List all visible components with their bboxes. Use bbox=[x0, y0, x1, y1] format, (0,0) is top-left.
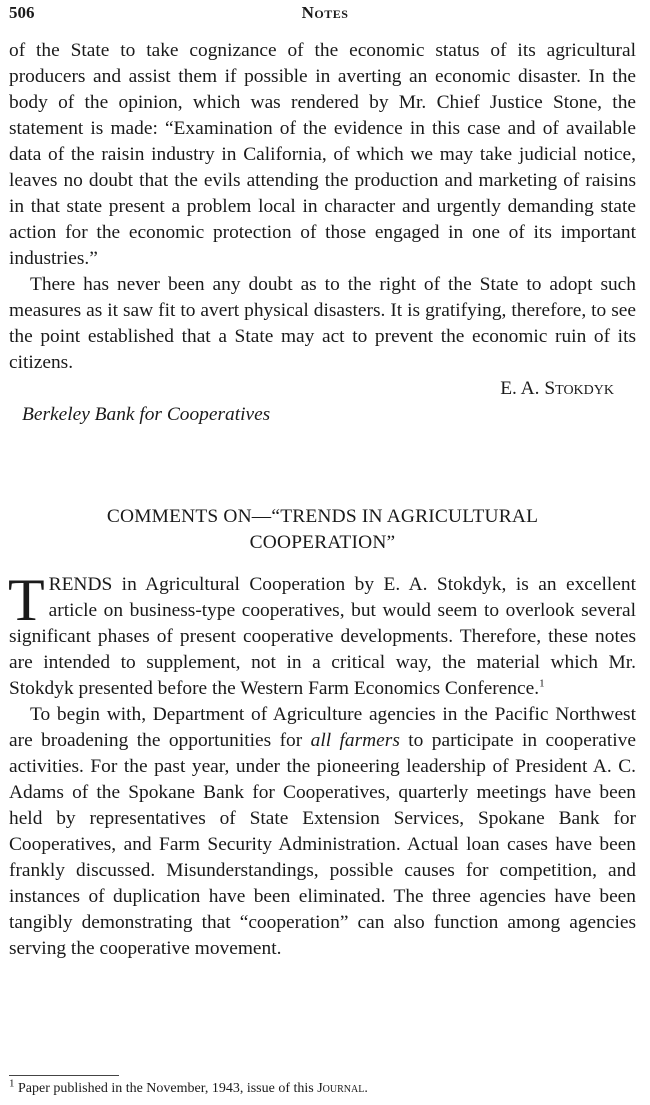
second-note-paragraph-1 bbox=[8, 567, 636, 702]
first-note-paragraph-2: There has never been any doubt as to the right of the State to adopt such measures as it saw fit to avert physical disasters. It is gratifying, therefore, to see the point established that a State may act to prevent the economic ruin of its citizens. bbox=[9, 274, 636, 373]
title-line-1: COMMENTS ON—“TRENDS IN AGRICULTURAL bbox=[106, 506, 539, 527]
drop-cap: T bbox=[8, 567, 45, 633]
author-institution: Berkeley Bank for Cooperatives bbox=[22, 404, 271, 425]
article-title bbox=[9, 504, 636, 556]
footnote-text: Paper published in the November, 1943, issue of this bbox=[18, 1081, 318, 1096]
running-head: Notes bbox=[301, 3, 349, 22]
article-body bbox=[9, 38, 636, 962]
paragraph-2-text-b: to participate in cooperative activities. For the past year, under the pioneering leadership of President A. C. Adams of the Spokane Bank for Cooperatives, quarterly meetings have been held by representatives of State Extension Services, Spokane Bank for Cooperatives, and Farm Security Administration. Actual loan cases have been frankly discussed. Misunderstandings, possible causes for competition, and instances of duplication have been eliminated. The three agencies have been tangibly demonstrating that “cooperation” can also function among agencies serving the cooperative movement. bbox=[9, 730, 636, 959]
author-signature: E. A. Stokdyk bbox=[500, 378, 614, 399]
paragraph-2-text-a: To begin with, Department of Agriculture agencies in the Pacific Northwest are broadening the opportunities for bbox=[9, 704, 636, 751]
footnote-divider bbox=[9, 1075, 119, 1076]
footnote-journal: Journal. bbox=[317, 1081, 368, 1096]
footnote bbox=[9, 1079, 636, 1097]
paragraph-1-text: RENDS in Agricultural Cooperation by E. A. Stokdyk, is an excellent article on business-type cooperatives, but would seem to overlook several significant phases of present cooperative developments. Therefore, these notes are intended to supplement, not in a critical way, the material which Mr. Stokdyk presented before the Western Farm Economics Conference. bbox=[9, 574, 636, 699]
footnote-marker: 1 bbox=[9, 1077, 15, 1090]
footnote-reference[interactable]: 1 bbox=[539, 677, 545, 690]
paragraph-2-emphasis: all farmers bbox=[310, 730, 400, 751]
first-note-paragraph-1: of the State to take cognizance of the economic status of its agricultural producers and assist them if possible in averting an economic disaster. In the body of the opinion, which was rendered by Mr. Chief Justice Stone, the statement is made: “Examination of the evidence in this case and of available data of the raisin industry in California, of which we may take judicial notice, leaves no doubt that the evils attending the production and marketing of raisins in that state present a problem local in character and urgently demanding state action for the economic protection of those engaged in one of its important industries.” bbox=[9, 40, 636, 269]
page-number: 506 bbox=[9, 3, 35, 22]
second-note-paragraph-2 bbox=[9, 702, 636, 962]
page-header bbox=[9, 1, 641, 25]
title-line-2: COOPERATION” bbox=[249, 532, 396, 553]
